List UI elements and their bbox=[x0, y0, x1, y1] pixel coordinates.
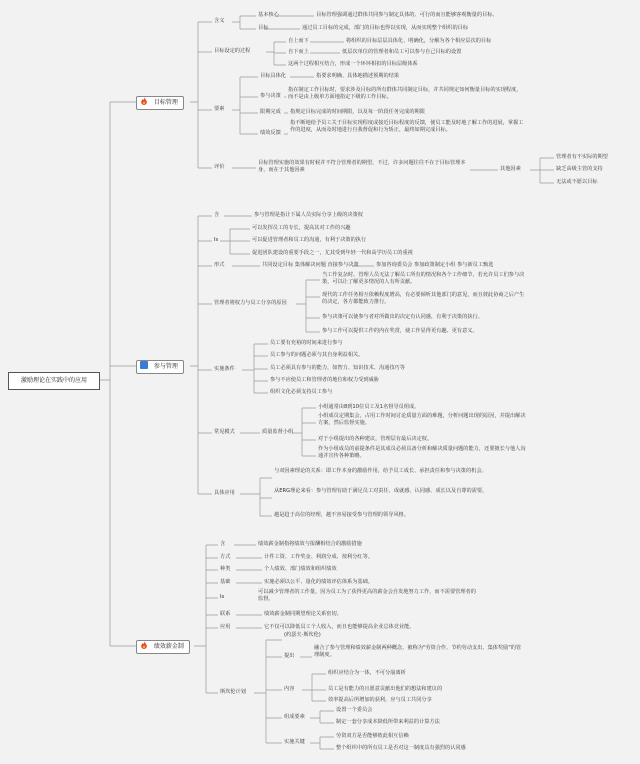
element-item: 制定一套分享成本降低所带来利益的计算方法 bbox=[336, 719, 440, 725]
evaluation-label[interactable]: 评价 bbox=[214, 164, 225, 170]
proposal-label[interactable]: 提出 bbox=[284, 653, 295, 659]
fire-icon bbox=[140, 97, 148, 105]
effects-label[interactable]: Is bbox=[214, 237, 219, 243]
method-text: 计件工资、工作奖金、利润分成、按利分红等。 bbox=[264, 554, 373, 560]
bottom-up-label[interactable]: 自下而上 bbox=[288, 49, 309, 55]
participation-definition-label[interactable]: 含 bbox=[214, 212, 220, 218]
square-icon bbox=[140, 361, 148, 369]
gainsharing-note: (约瑟夫·斯坎伦) bbox=[284, 632, 321, 638]
quality-item: 对于小组提出的各种建议，管理层有最后决定权。 bbox=[318, 436, 433, 442]
bottom-up-text: 低层次单位的管理者和员工可以参与自己目标的设置 bbox=[342, 49, 462, 55]
participation-definition-text: 参与管理是指让下属人员实际分享上级的决策权 bbox=[254, 212, 363, 218]
advantage-text: 可以减少管理者的工作量，因为员工为了获得更高的薪金会自发地努力工作，而不需要管理者的监督。 bbox=[258, 589, 476, 602]
content-item: 效率提高后所增加的获利，应与员工共同分享 bbox=[328, 697, 432, 703]
reason-item: 参与工作可以提供工作的内在奖赏，使工作显得更有趣、更有意义。 bbox=[322, 328, 478, 334]
condition-item: 员工必须具有参与的能力，如智力、知识技术、沟通技巧等 bbox=[270, 365, 405, 371]
connection-label[interactable]: 联系 bbox=[220, 611, 231, 617]
pay-application-text: 它不仅可以降低员工个人收入，而且也能够提高企业总体竞业能。 bbox=[264, 624, 415, 630]
keys-label[interactable]: 实施关键 bbox=[284, 739, 305, 745]
method-label[interactable]: 方式 bbox=[220, 554, 231, 560]
forms-label[interactable]: 形式 bbox=[214, 262, 225, 268]
gainsharing-label[interactable]: 斯坎伦计划 bbox=[220, 689, 246, 695]
reason-item: 现代的工作任务相互依赖程度增高，有必要倾听其他部门的意见，而且彼此协商之后产生的决定，各方都能致力推行。 bbox=[322, 292, 525, 305]
branch-participation-management[interactable] bbox=[136, 360, 184, 374]
effect-item: 可以促进管理者和员工的沟通，有利于决策的执行 bbox=[252, 237, 367, 243]
element-label[interactable]: 绩效反馈 bbox=[260, 130, 281, 136]
basis-label[interactable]: 基础 bbox=[220, 579, 231, 585]
pay-application-label[interactable]: 应用 bbox=[220, 624, 231, 630]
factor-item: 缺乏高级主管的支持 bbox=[556, 166, 603, 172]
branch-label: 绩效薪金制 bbox=[153, 643, 184, 650]
evaluation-text: 目标管理实施的效果有时候并不符合管理者的期望，不过，许多问题往往不在于目标管理本身，而在于其他因素 bbox=[258, 160, 466, 173]
quality-item: 小组通常由8到10位员工及1名督导员组成。 bbox=[318, 404, 420, 410]
branch-label: 参与管理 bbox=[153, 363, 178, 370]
connection-text: 绩效薪金制同期望理论关系密切。 bbox=[264, 611, 342, 617]
pay-definition-label[interactable]: 含 bbox=[220, 541, 226, 547]
branch-performance-pay[interactable] bbox=[136, 640, 190, 654]
goal-label[interactable]: 目标 bbox=[258, 25, 269, 31]
types-text: 个人绩效、部门绩效和组织绩效 bbox=[264, 566, 337, 572]
quality-item: 小组成员定期集会，占用工作时间讨论质量方面的难题，分析问题出现的原因，并提出解决方案，然后监督实施。 bbox=[318, 413, 526, 426]
key-item: 劳资双方是否能够彼此相互信赖 bbox=[336, 733, 409, 739]
fire-icon bbox=[140, 641, 148, 649]
element-label[interactable]: 目标具体化 bbox=[260, 73, 286, 79]
content-item: 组织应结合为一体，不可分崩离析 bbox=[328, 670, 406, 676]
root-topic[interactable]: 激励理论在实践中的应用 bbox=[8, 372, 100, 390]
mode-label[interactable]: 常见模式 bbox=[214, 429, 235, 435]
key-item: 整个组织中的所有员工是否对这一制度具有强烈的认同感 bbox=[336, 745, 466, 751]
effect-item: 可以发挥员工的专长，提高其对工作的兴趣 bbox=[252, 225, 351, 231]
elements-label[interactable]: 要素 bbox=[214, 106, 225, 112]
core-label[interactable]: 基本核心 bbox=[258, 12, 279, 18]
factor-item: 管理者有不实际的期望 bbox=[556, 154, 608, 160]
combine-text: 这两个过程相互结合，形成一个环环相扣的目标层级体系 bbox=[288, 61, 418, 67]
pay-definition-text: 绩效薪金制指将绩效与报酬相结合的激励措施 bbox=[258, 541, 362, 547]
process-label[interactable]: 目标设定的过程 bbox=[214, 48, 251, 54]
branch-goal-management[interactable] bbox=[136, 96, 184, 110]
quality-item: 作为小组成员的前提条件是其成员必须具备分析和解决质量问题的能力，还要擅长与他人沟通并宣传各种策略。 bbox=[318, 446, 526, 459]
types-label[interactable]: 种类 bbox=[220, 566, 231, 572]
element-text: 指要求明确、具体地描述预期的结果 bbox=[316, 73, 400, 79]
element-text: 指在制定工作目标时，要求涉及目标的所有群体共同制定目标，并共同规定如何衡量目标的实现程度，而不是由上级单方面地指定下级的工作目标。 bbox=[288, 87, 522, 100]
core-text: 目标管理强调通过群体共同参与制定具体的、可行的而且能够客观衡量的目标。 bbox=[316, 12, 498, 18]
element-label[interactable]: 限期完成 bbox=[260, 109, 281, 115]
goal-definition-label[interactable]: 含义 bbox=[214, 18, 225, 24]
proposal-text: 融合了参与管理和绩效薪金制两种概念，被称为"劳资合作、节约劳动支出、集体奖励"的管理制度。 bbox=[314, 645, 522, 658]
effect-item: 促进团队建设的重要手段之一，尤其受到年轻一代和高学历员工的重视 bbox=[252, 250, 413, 256]
condition-item: 组织文化必须支持员工参与 bbox=[270, 389, 333, 395]
forms-text: 共同设定目标 集体解决问题 直接参与决策 bbox=[262, 262, 359, 268]
content-label[interactable]: 内容 bbox=[284, 686, 295, 692]
element-label[interactable]: 参与决策 bbox=[260, 93, 281, 99]
application-item: 从ERG理论来看：参与管理有助于满足员工对责任、成就感、认同感、成长以及自尊的需要。 bbox=[274, 488, 488, 494]
goal-text: 通过员工目标的完成，部门的目标也得以实现，从而实现整个组织的目标 bbox=[302, 25, 469, 31]
application-label[interactable]: 具体应用 bbox=[214, 490, 235, 496]
element-text: 指规定目标完成的时间期限，以及每一阶段任务完成的期限 bbox=[290, 109, 425, 115]
condition-item: 参与不应使员工和管理者的地位和权力受到威胁 bbox=[270, 377, 379, 383]
top-down-text: 将组织的目标层层具体化、明确化，分解为各个相应层次的目标 bbox=[346, 38, 492, 44]
elements-label[interactable]: 组成要素 bbox=[284, 714, 305, 720]
reason-item: 当工作复杂时，管理人员无法了解员工所有的情况和各个工作细节，若允许员工们参与决策，可以让了解更多情况的人有所贡献。 bbox=[322, 272, 525, 285]
top-down-label[interactable]: 自上而下 bbox=[288, 38, 309, 44]
quality-circle-label[interactable]: 质量监督小组 bbox=[262, 429, 294, 435]
factor-item: 无法或不愿以目标 bbox=[556, 179, 598, 185]
branch-label: 目标管理 bbox=[153, 99, 178, 106]
other-factors-label[interactable]: 其他因素 bbox=[500, 166, 521, 172]
element-text: 指不断地给予员工关于目标实现程度或接近目标程度的反馈，使员工能及时地了解工作的进展，掌握工作的进度，从而及时地进行自我督促和行为矫正，最终如期完成目标。 bbox=[290, 120, 524, 133]
basis-text: 实施必须以公平、量化的绩效评估体系为基础。 bbox=[264, 579, 373, 585]
conditions-label[interactable]: 实施条件 bbox=[214, 366, 235, 372]
reasons-label[interactable]: 管理者将权力与员工分享的原因 bbox=[214, 300, 287, 306]
advantage-label[interactable]: Is bbox=[220, 594, 225, 600]
content-item: 员工是有能力的且愿意贡献出他们的想法和建议的 bbox=[328, 686, 443, 692]
application-item: 与双因素理论的关系：即工作本身的激励作用，给予员工成长、承担责任和参与决策的机会。 bbox=[274, 468, 487, 474]
element-item: 设置一个委员会 bbox=[336, 707, 373, 713]
application-item: 越是趋于高位的经理，越不容易接受参与管理的领导风格。 bbox=[274, 512, 409, 518]
condition-item: 员工要有充裕的时间来进行参与 bbox=[270, 340, 343, 346]
condition-item: 员工参与的问题必须与其自身利益相关。 bbox=[270, 352, 364, 358]
forms-text: 参加咨询委员会 参加政策制定小组 参与新员工甄选 bbox=[376, 262, 494, 268]
reason-item: 参与决策可以使参与者对所做出的决定有认同感，有利于决策的执行。 bbox=[322, 314, 483, 320]
